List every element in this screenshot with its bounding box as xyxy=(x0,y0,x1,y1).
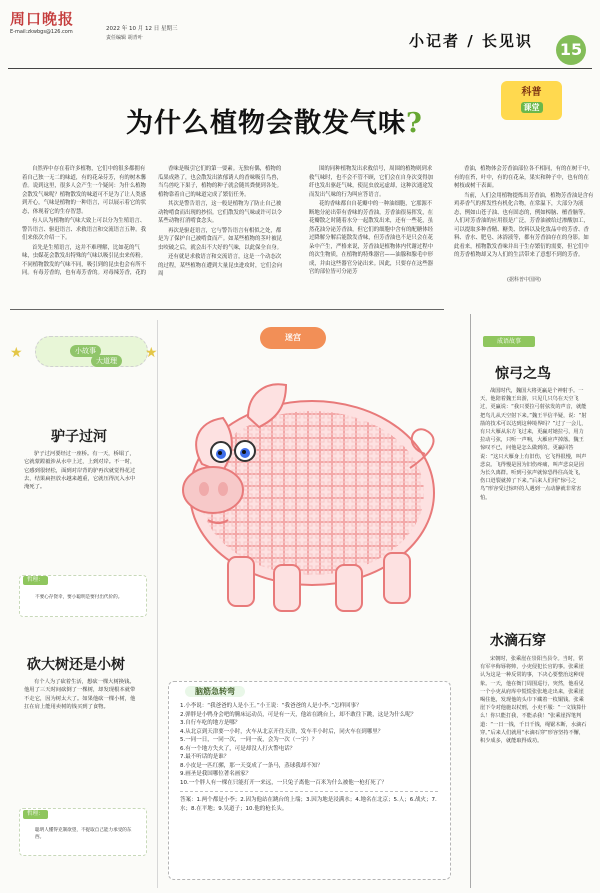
brain-teaser-item: 7.最不听话的是谁？ xyxy=(180,754,230,760)
story-body-tree xyxy=(24,678,138,711)
article-title-text: 为什么植物会散发气味 xyxy=(126,108,406,139)
story-ribbon-tag-1: 小故事 xyxy=(70,345,101,357)
star-icon: ★ xyxy=(10,345,23,361)
story-title-tree: 砍大树还是小树 xyxy=(27,657,125,673)
story-stars-right xyxy=(145,342,158,361)
question-mark: ? xyxy=(406,108,423,139)
science-badge-bottom: 课堂 xyxy=(521,102,543,113)
article-paragraph: 当前，人们会用植物提炼出芳香油，植物芳香油是含有鸡养香气的挥发性有机化合物，在常温下，大部分为液态，例如山苍子油、也有固态的，例如樟脑、檀香脑等。人们对芳香油的应用很是广泛，芳香油被给过渗酸加工，可以提取多种香精、糖类、饮料以及化妆品中的芳香、香料、香水、肥皂、沐浴液等，都有芳香油存在的身影。如此看来，植物散发香味并出于生存繁衍的需要，但它们中的芳香植物却又为人们的生活带来了意想不到的芳香。 xyxy=(454,192,594,258)
brain-teaser-item: 6.有一个地方失火了，可是却没人打火警电话？ xyxy=(180,745,296,752)
email-text: E-mail:zkwbgs@126.com xyxy=(10,29,73,35)
idiom-paragraph: 宋朝时，张乘崖在崇阳当县令。当时，常有军卒侮辱将帅，小吏侵犯长官的事。张乘崖认为这是一种反常的事，下决心要整治这种现象。一天，他在衙门周围巡行，突然，他看见一个小吏从府库中慌慌张张地走出来，张乘崖喝住他，发现他的头巾下藏着一枚铜钱。张乘崖下令对他施以杖刑，小吏不服：“一文钱算什么！你只能打我，不能杀我！”张乘崖挥笔判道：“一日一钱，千日千钱，绳锯木断，水滴石穿。”后来人们就用“水滴石穿”形容坚持不懈，积少成多，就能取得成功。 xyxy=(480,656,587,745)
article-column-3 xyxy=(309,165,437,278)
editor-credit: 责任编辑 胡青叶 xyxy=(106,35,143,41)
insight-text-donkey: 不要心存侥幸，要小聪明是要付出代价的。 xyxy=(35,595,123,600)
section-divider xyxy=(10,309,444,310)
brain-teaser-item: 9.画圣是我国哪位著名画家？ xyxy=(180,771,252,777)
brain-teaser-item: 5.一同一日，一同一次，一同一夜，会为一次（一字）？ xyxy=(180,737,318,743)
article-paragraph: 自然界中存在着许多植物，它们中的很多都拥有着自己独一无二的味道，有的花朵芬芳，有的树木馨香。说到这里，很多人会产生一个疑问：为什么植物会散发气味呢？植物散发的味道可不是为了让人类感到开心，气味是植物的一种语言，可以展示着它的状态，体现着它的生存智慧。 xyxy=(22,166,146,215)
insight-label-donkey: 哲理： xyxy=(23,576,48,585)
article-paragraph: 再次是驱赶语言，它与警告语言有相似之处，都是为了保护自己被啃食而产。如某些植物的茎叶被昆虫咬破之后，就会出不大好的气味，以此保全自身。 xyxy=(158,227,282,251)
story-stars xyxy=(10,342,23,361)
brain-teaser-list xyxy=(180,702,438,813)
article-column-1 xyxy=(22,165,150,279)
brain-teaser-item: 2.弹胖是小鸭身会吧的腾床运动员，可是有一天，他站在跳台上，却不敢往下跳，这是为什么呢？ xyxy=(180,711,417,718)
article-paragraph: 还有就是求救语言和交流语言，这是一个动态次的过程，某些植物在遭到大量昆虫进攻时，它们会向周 xyxy=(158,254,282,277)
article-paragraph: 有人认为植物的气味大致上可以分为生殖语言、警告语言、驱赶语言、求救语言和交流语言五种。我们来依次介绍一下。 xyxy=(22,218,146,241)
header-divider xyxy=(8,68,592,69)
article-paragraph: 花的香味都自自花瓣中的一种油细胞，它那源不断地分泌出带有香味的芳香油，芳香油很易挥发，在花瓣散之时随着水分一起散发出来，还有一些花，虽然花油分泌芳香油，但它们的细胞中含有的配糖体经过降解分解后能散发香味，但芳香油也不是只会在花朵中产生，严格来说，芳香油是植物体内代谢过程中的次生物质，在植物的特殊器官——油腺和腺毛中形成，并由这些器官分泌出来。因此，只要存在这些器官的部位皆可分泌芳 xyxy=(309,201,433,275)
insight-label-tree: 哲理： xyxy=(23,810,48,819)
masthead: 周口晚报 xyxy=(10,10,75,28)
idiom-paragraph: 战国时代，魏国大将更赢是个神射手。一天，他陪着魏王出游，只见几只鸟在天空飞过，更赢说：“我只要拉弓射弦发的声音，就能把鸟儿从天空射下来。”魏王半信半疑，说：“射箭的技术可以达到这种境界吗？”过了一会儿，有只大雁从东方飞过来，更赢对她拉弓，用力拉动弓弦，只听一声响，大雁应声掉落。魏王惊叹不已，问他是怎么做到的。更赢回答说：“这只大雁身上有旧伤，它飞得很慢，叫声悲哀。飞得慢是因为旧伤疼痛，叫声悲哀是因为长久离群。听到弓弦声就惊恐得往高处飞，伤口迸裂就掉了下来。”后来人们用“惊弓之鸟”形容受过惊吓的人遇到一点动静就非常害怕。 xyxy=(480,388,587,501)
story-paragraph: 驴子过河要经过一座桥。有一天，桥塌了，它就蒙蹚毅涉从水中上过，上到对岸。不一时，它感到很轻松，面到对岸背的驴再次就觉得花过去，结果扁担放水越来越重，它就压得沉入水中淹死了。 xyxy=(24,451,136,491)
pig-maze xyxy=(170,360,455,660)
article-paragraph: 首先是生殖语言，这并不难理解，比如花的气味，虫媒花会散发出特殊的气味以吸引昆虫来传粉。不同植物散发的气味不同，吸引到的昆虫也会有所不同。有毒芳香的，也有毒芳香的。对毒辣芳香，花的 xyxy=(22,244,146,276)
story-ribbon-tag-2: 大道理 xyxy=(91,355,122,367)
story-ribbon xyxy=(35,336,148,367)
idiom-body-water-drops xyxy=(480,655,588,745)
brain-teaser-answers: 答案：1.两个都是小李；2.因为他站在跳台的上端；3.因为地是浸满水；4.地名在北京；5.人；6.战火；7.水；8.在平地；9.吴道子；10.他的枪长头。 xyxy=(180,791,438,813)
brain-teaser-item: 3.自行车吃的地方是哪？ xyxy=(180,720,241,726)
star-icon: ★ xyxy=(145,345,158,361)
maze-ribbon: 迷宫 xyxy=(260,327,326,349)
vertical-divider xyxy=(470,314,471,888)
story-title-donkey: 驴子过河 xyxy=(51,429,107,445)
insight-text-tree: 聪明人懂得克制欲望，不捉取自己能力承受的东西。 xyxy=(35,828,132,840)
idiom-tag: 成语故事 xyxy=(483,336,535,347)
brain-teaser-item: 10.一个胖人有一棵在只能打开一来远，一只兔子离他一百米为什么被他一枪打死了？ xyxy=(180,779,387,786)
idiom-body-startled-bird xyxy=(480,387,588,502)
article-paragraph: 香油，植物体会芳香油部位各不相同，有的在树干中，有的在苔，叶中，有的在花朵，果实和种子中，也有的在树枝或树干表面。 xyxy=(454,166,594,189)
brain-teaser-item: 1.小李说：“我爸爸的人是小王。”小王说：“我爸爸的人是小李。”怎样回事？ xyxy=(180,703,362,709)
article-source: (据科普中国网) xyxy=(507,277,541,283)
article-paragraph: 围的同种植物发出求救信号，周围的植物则到求救气味时，也不会不管不顾，它们会在自身次变得加纤也发出驱赶气味，使昆虫放远虚却，这种次通途发而发出气味的行为叫应答语言。 xyxy=(309,166,433,198)
brain-teaser-item: 4.从北京到天津要一小时，火车从北京开往天津，发车半小时后，同火车在到哪里？ xyxy=(180,728,384,735)
article-paragraph: 其次是警告语言，这一般是植物为了防止自己被动物啃食而出现的抄招。它们散发的气味或许可以令某些动物打消啃食念头。 xyxy=(158,201,282,224)
pig-maze-illustration xyxy=(170,360,455,660)
column-title: 小记者 / 长见识 xyxy=(409,32,533,50)
brain-teaser-item: 8.小皮是一匹红骡，那一天变成了一条马，蒸球我却不知？ xyxy=(180,762,323,769)
science-badge-top: 科普 xyxy=(521,87,542,98)
science-badge xyxy=(501,81,562,120)
issue-date: 2022 年 10 月 12 日 星期三 xyxy=(106,26,178,32)
article-column-4 xyxy=(454,165,594,261)
brain-teaser-title: 脑筋急转弯 xyxy=(185,686,245,697)
article-column-2 xyxy=(158,165,286,280)
article-title xyxy=(126,101,423,140)
story-body-donkey xyxy=(24,450,137,491)
story-paragraph: 有个人为了砍着生活，想砍一棵大树换钱。他用了三天时间砍倒了一棵树，却发现根本就带不走它，因为树太大了。如果他砍一棵小树，他扛在肩上能用卖树的钱买到了食物。 xyxy=(24,679,136,710)
page-number-badge: 15 xyxy=(556,35,586,65)
article-paragraph: 香味是吸引它们的第一要素。无独有偶，植物的瓜果成熟了，也会散发出浓郁诱人的香味吸引鸟兽，当鸟兽吃下果子，植物的种子就会随其粪便到各处。植物靠着自己的味道完成了繁衍任务。 xyxy=(158,166,282,198)
idiom-title-water-drops: 水滴石穿 xyxy=(490,633,546,649)
idiom-title-startled-bird: 惊弓之鸟 xyxy=(495,366,551,382)
